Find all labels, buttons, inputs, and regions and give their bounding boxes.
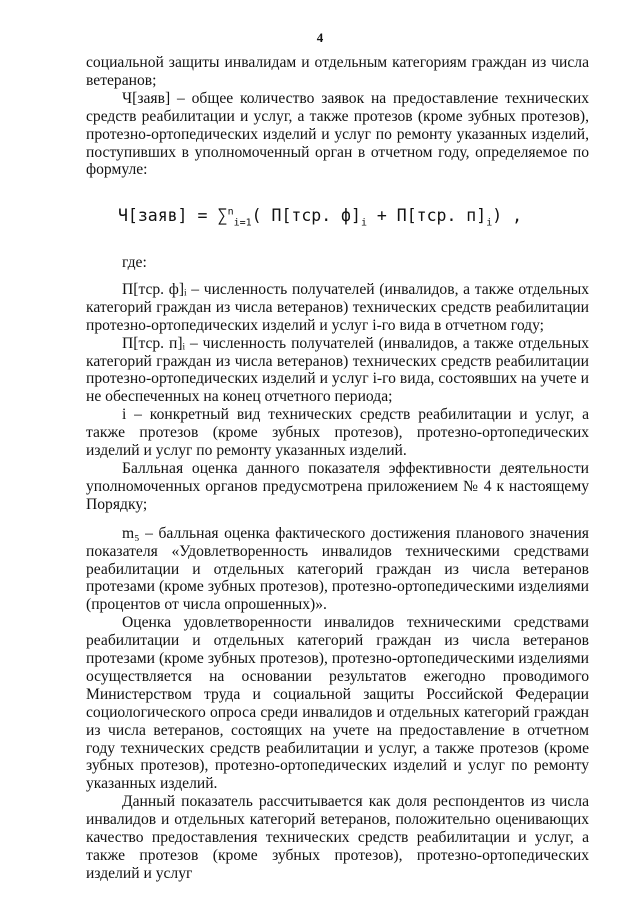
formula-tail: ) , xyxy=(492,206,523,225)
paragraph-3: где: xyxy=(122,254,147,271)
paragraph-5: П[тср. п]ᵢ – численность получателей (инвалидов, а также отдельных категорий граждан из числа ветеранов) технических средств реабилитации протезно-ортопедических изделий и услуг i-го вида, состоявших на учете и не обеспеченных на конец отчетного периода; xyxy=(86,334,589,406)
text-continuation xyxy=(86,54,589,179)
formula-term-1-sub: i xyxy=(360,217,367,229)
formula-term-2-sub: i xyxy=(486,217,493,229)
formula-sum-symbol: ∑ xyxy=(217,206,228,226)
formula xyxy=(0,206,640,228)
paragraph-6: i – конкретный вид технических средств реабилитации и услуг, а также протезов (кроме зубных протезов), протезно-ортопедических изделий и услуг по ремонту указанных изделий. xyxy=(86,406,589,460)
paragraph-9: Оценка удовлетворенности инвалидов техническими средствами реабилитации и отдельных категорий граждан из числа ветеранов протезами (кроме зубных протезов), протезно-ортопедическими изделиями осуществляется на основании результатов ежегодно проводимого Министерством труда и социальной защиты Российской Федерации социологического опроса среди инвалидов и отдельных категорий граждан из числа ветеранов, состоящих на учете на предоставление в отчетном году технических средств реабилитации и услуг, а также протезов (кроме зубных протезов), протезно-ортопедических изделий и услуг по ремонту указанных изделий. xyxy=(86,614,589,793)
text-body xyxy=(86,254,589,883)
paragraph-7: Балльная оценка данного показателя эффективности деятельности уполномоченных органов предусмотрена приложением № 4 к настоящему Порядку; xyxy=(86,459,589,513)
formula-eq: = xyxy=(197,206,208,225)
paragraph-2: Ч[заяв] – общее количество заявок на предоставление технических средств реабилитации и услуг, а также протезов (кроме зубных протезов), протезно-ортопедических изделий и услуг по ремонту указанных изделий, поступивших в уполномоченный орган в отчетном году, определяемое по формуле: xyxy=(86,89,589,179)
paragraph-8: m₅ – балльная оценка фактического достижения планового значения показателя «Удовлетворенность инвалидов техническими средствами реабилитации и отдельных категорий граждан из числа ветеранов протезами (кроме зубных протезов), протезно-ортопедическими изделиями (процентов от числа опрошенных)». xyxy=(86,524,589,614)
formula-sum-bottom: i=1 xyxy=(233,217,252,229)
formula-term-2: + П[тср. п] xyxy=(376,206,487,225)
formula-sum-top: n xyxy=(227,206,234,218)
paragraph-1: социальной защиты инвалидам и отдельным категориям граждан из числа ветеранов; xyxy=(86,54,589,89)
formula-term-1: ( П[тср. ф] xyxy=(251,206,361,225)
paragraph-10: Данный показатель рассчитывается как доля респондентов из числа инвалидов и отдельных категорий ветеранов, положительно оценивающих качество предоставления технических средств реабилитации и услуг, а также протезов (кроме зубных протезов), протезно-ортопедических изделий и услуг xyxy=(86,793,589,882)
formula-lhs: Ч[заяв] xyxy=(117,206,188,225)
page-number: 4 xyxy=(316,30,324,45)
paragraph-4: П[тср. ф]ᵢ – численность получателей (инвалидов, а также отдельных категорий граждан из числа ветеранов) технических средств реабилитации протезно-ортопедических изделий и услуг i-го вида в отчетном году; xyxy=(86,280,589,334)
